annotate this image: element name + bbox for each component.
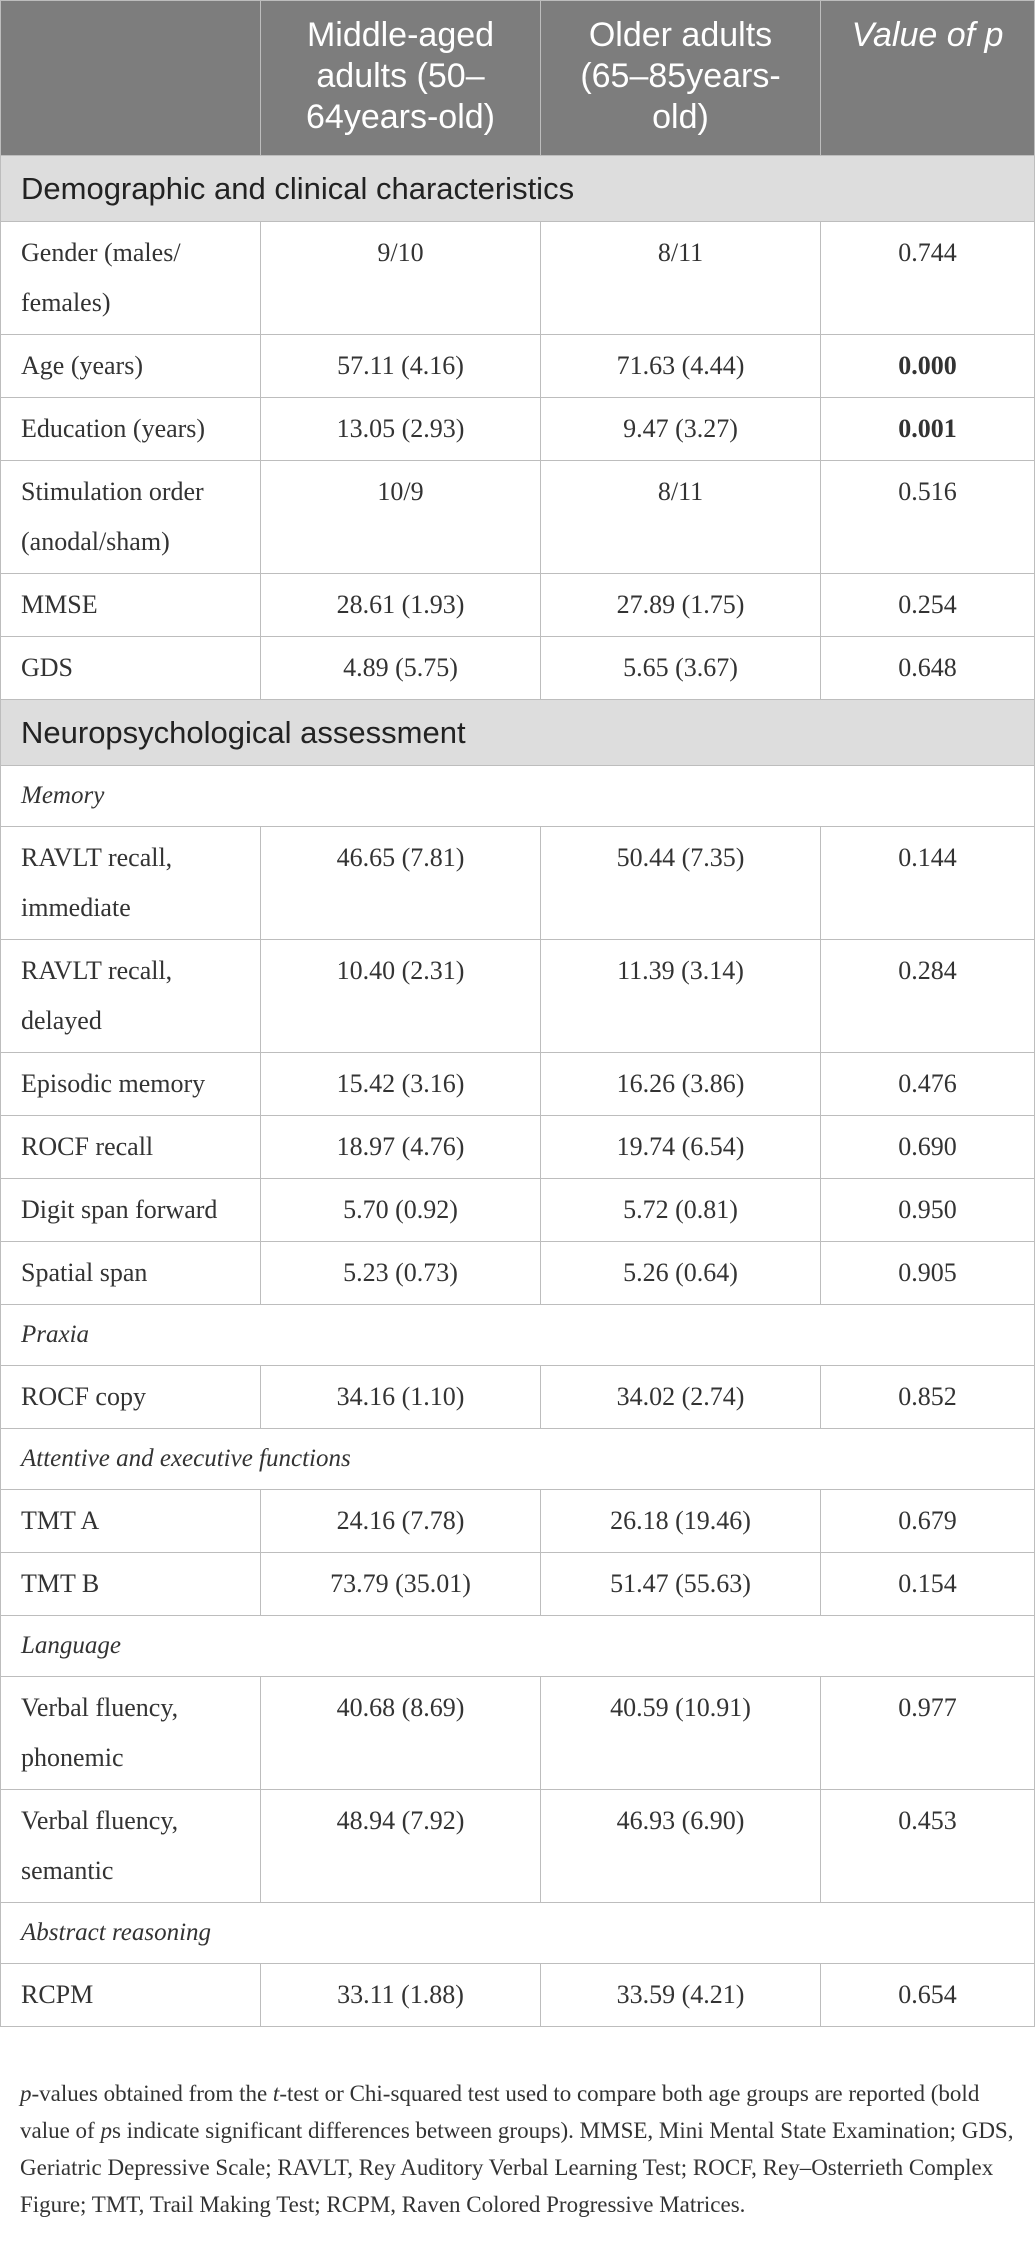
- table-row: [1, 574, 1035, 637]
- table-row: [1, 222, 1035, 335]
- row-label: Episodic memory: [1, 1053, 261, 1116]
- older-adults-value: 71.63 (4.44): [541, 335, 821, 398]
- middle-aged-value: 40.68 (8.69): [261, 1677, 541, 1790]
- row-label: Verbal fluency, phonemic: [1, 1677, 261, 1790]
- row-label: TMT A: [1, 1490, 261, 1553]
- middle-aged-value: 57.11 (4.16): [261, 335, 541, 398]
- subheading-title: Attentive and executive functions: [1, 1429, 1035, 1490]
- row-label: Spatial span: [1, 1242, 261, 1305]
- older-adults-value: 5.72 (0.81): [541, 1179, 821, 1242]
- subheading-title: Memory: [1, 766, 1035, 827]
- row-label: Age (years): [1, 335, 261, 398]
- older-adults-value: 40.59 (10.91): [541, 1677, 821, 1790]
- middle-aged-value: 5.70 (0.92): [261, 1179, 541, 1242]
- older-adults-value: 27.89 (1.75): [541, 574, 821, 637]
- row-label: Gender (males/ females): [1, 222, 261, 335]
- subheading-title: Abstract reasoning: [1, 1903, 1035, 1964]
- row-label: TMT B: [1, 1553, 261, 1616]
- footnote-p-symbol: p: [20, 2081, 32, 2106]
- table-row: [1, 1677, 1035, 1790]
- middle-aged-value: 28.61 (1.93): [261, 574, 541, 637]
- middle-aged-value: 73.79 (35.01): [261, 1553, 541, 1616]
- table-row: [1, 335, 1035, 398]
- p-value: 0.154: [821, 1553, 1035, 1616]
- footnote-text-2: -test or Chi-squared test used to compare both age groups are reported (bold value of: [20, 2081, 980, 2143]
- footnote-text-3: s indicate significant differences between groups). MMSE, Mini Mental State Examination; GDS, Geriatric Depressive Scale; RAVLT, Rey Auditory Verbal Learning Test; ROCF, Rey–Osterrieth Complex Figure; TMT, Trail Making Test; RCPM, Raven Colored Progressive Matrices.: [20, 2118, 1014, 2217]
- table-row: [1, 940, 1035, 1053]
- older-adults-value: 33.59 (4.21): [541, 1964, 821, 2027]
- middle-aged-value: 13.05 (2.93): [261, 398, 541, 461]
- subheading-row: [1, 766, 1035, 827]
- section-row: [1, 700, 1035, 766]
- row-label: RCPM: [1, 1964, 261, 2027]
- older-adults-value: 19.74 (6.54): [541, 1116, 821, 1179]
- table-row: [1, 1553, 1035, 1616]
- table-header-row: [1, 1, 1035, 156]
- header-p-value: Value of p: [821, 1, 1035, 156]
- subheading-row: [1, 1616, 1035, 1677]
- middle-aged-value: 15.42 (3.16): [261, 1053, 541, 1116]
- p-value: 0.476: [821, 1053, 1035, 1116]
- p-value: 0.950: [821, 1179, 1035, 1242]
- middle-aged-value: 33.11 (1.88): [261, 1964, 541, 2027]
- table-footnote: [20, 2075, 1015, 2223]
- middle-aged-value: 10/9: [261, 461, 541, 574]
- older-adults-value: 9.47 (3.27): [541, 398, 821, 461]
- row-label: Digit span forward: [1, 1179, 261, 1242]
- older-adults-value: 8/11: [541, 461, 821, 574]
- row-label: Education (years): [1, 398, 261, 461]
- p-value: 0.744: [821, 222, 1035, 335]
- p-value: 0.654: [821, 1964, 1035, 2027]
- middle-aged-value: 24.16 (7.78): [261, 1490, 541, 1553]
- table-row: [1, 1366, 1035, 1429]
- row-label: RAVLT recall, delayed: [1, 940, 261, 1053]
- subheading-row: [1, 1429, 1035, 1490]
- table-row: [1, 398, 1035, 461]
- row-label: Stimulation order (anodal/sham): [1, 461, 261, 574]
- table-row: [1, 1964, 1035, 2027]
- table-row: [1, 461, 1035, 574]
- middle-aged-value: 10.40 (2.31): [261, 940, 541, 1053]
- table-row: [1, 1490, 1035, 1553]
- older-adults-value: 34.02 (2.74): [541, 1366, 821, 1429]
- table-row: [1, 637, 1035, 700]
- middle-aged-value: 46.65 (7.81): [261, 827, 541, 940]
- p-value: 0.453: [821, 1790, 1035, 1903]
- p-value: 0.144: [821, 827, 1035, 940]
- header-label-column: [1, 1, 261, 156]
- p-value: 0.852: [821, 1366, 1035, 1429]
- p-value: 0.516: [821, 461, 1035, 574]
- older-adults-value: 51.47 (55.63): [541, 1553, 821, 1616]
- footnote-text-1: -values obtained from the: [31, 2081, 273, 2106]
- p-value: 0.977: [821, 1677, 1035, 1790]
- older-adults-value: 26.18 (19.46): [541, 1490, 821, 1553]
- p-value: 0.648: [821, 637, 1035, 700]
- p-value: 0.905: [821, 1242, 1035, 1305]
- table-row: [1, 1053, 1035, 1116]
- middle-aged-value: 4.89 (5.75): [261, 637, 541, 700]
- subheading-title: Language: [1, 1616, 1035, 1677]
- older-adults-value: 16.26 (3.86): [541, 1053, 821, 1116]
- section-title: Demographic and clinical characteristics: [1, 156, 1035, 222]
- section-title: Neuropsychological assessment: [1, 700, 1035, 766]
- table-row: [1, 1116, 1035, 1179]
- older-adults-value: 46.93 (6.90): [541, 1790, 821, 1903]
- middle-aged-value: 5.23 (0.73): [261, 1242, 541, 1305]
- p-value: 0.679: [821, 1490, 1035, 1553]
- header-older-adults: Older adults (65–85years-old): [541, 1, 821, 156]
- row-label: ROCF recall: [1, 1116, 261, 1179]
- row-label: GDS: [1, 637, 261, 700]
- middle-aged-value: 18.97 (4.76): [261, 1116, 541, 1179]
- p-value: 0.284: [821, 940, 1035, 1053]
- subheading-title: Praxia: [1, 1305, 1035, 1366]
- header-middle-aged: Middle-aged adults (50–64years-old): [261, 1, 541, 156]
- older-adults-value: 5.65 (3.67): [541, 637, 821, 700]
- table-row: [1, 827, 1035, 940]
- older-adults-value: 11.39 (3.14): [541, 940, 821, 1053]
- table-body: [1, 156, 1035, 2027]
- middle-aged-value: 9/10: [261, 222, 541, 335]
- p-value: 0.254: [821, 574, 1035, 637]
- subheading-row: [1, 1305, 1035, 1366]
- older-adults-value: 8/11: [541, 222, 821, 335]
- row-label: ROCF copy: [1, 1366, 261, 1429]
- section-row: [1, 156, 1035, 222]
- table-row: [1, 1790, 1035, 1903]
- table-row: [1, 1179, 1035, 1242]
- middle-aged-value: 34.16 (1.10): [261, 1366, 541, 1429]
- row-label: Verbal fluency, semantic: [1, 1790, 261, 1903]
- p-value: 0.690: [821, 1116, 1035, 1179]
- row-label: RAVLT recall, immediate: [1, 827, 261, 940]
- subheading-row: [1, 1903, 1035, 1964]
- p-value: 0.000: [821, 335, 1035, 398]
- p-value: 0.001: [821, 398, 1035, 461]
- footnote-p-symbol-2: p: [100, 2118, 112, 2143]
- footnote-t-symbol: t: [272, 2081, 280, 2106]
- middle-aged-value: 48.94 (7.92): [261, 1790, 541, 1903]
- table-row: [1, 1242, 1035, 1305]
- older-adults-value: 50.44 (7.35): [541, 827, 821, 940]
- older-adults-value: 5.26 (0.64): [541, 1242, 821, 1305]
- row-label: MMSE: [1, 574, 261, 637]
